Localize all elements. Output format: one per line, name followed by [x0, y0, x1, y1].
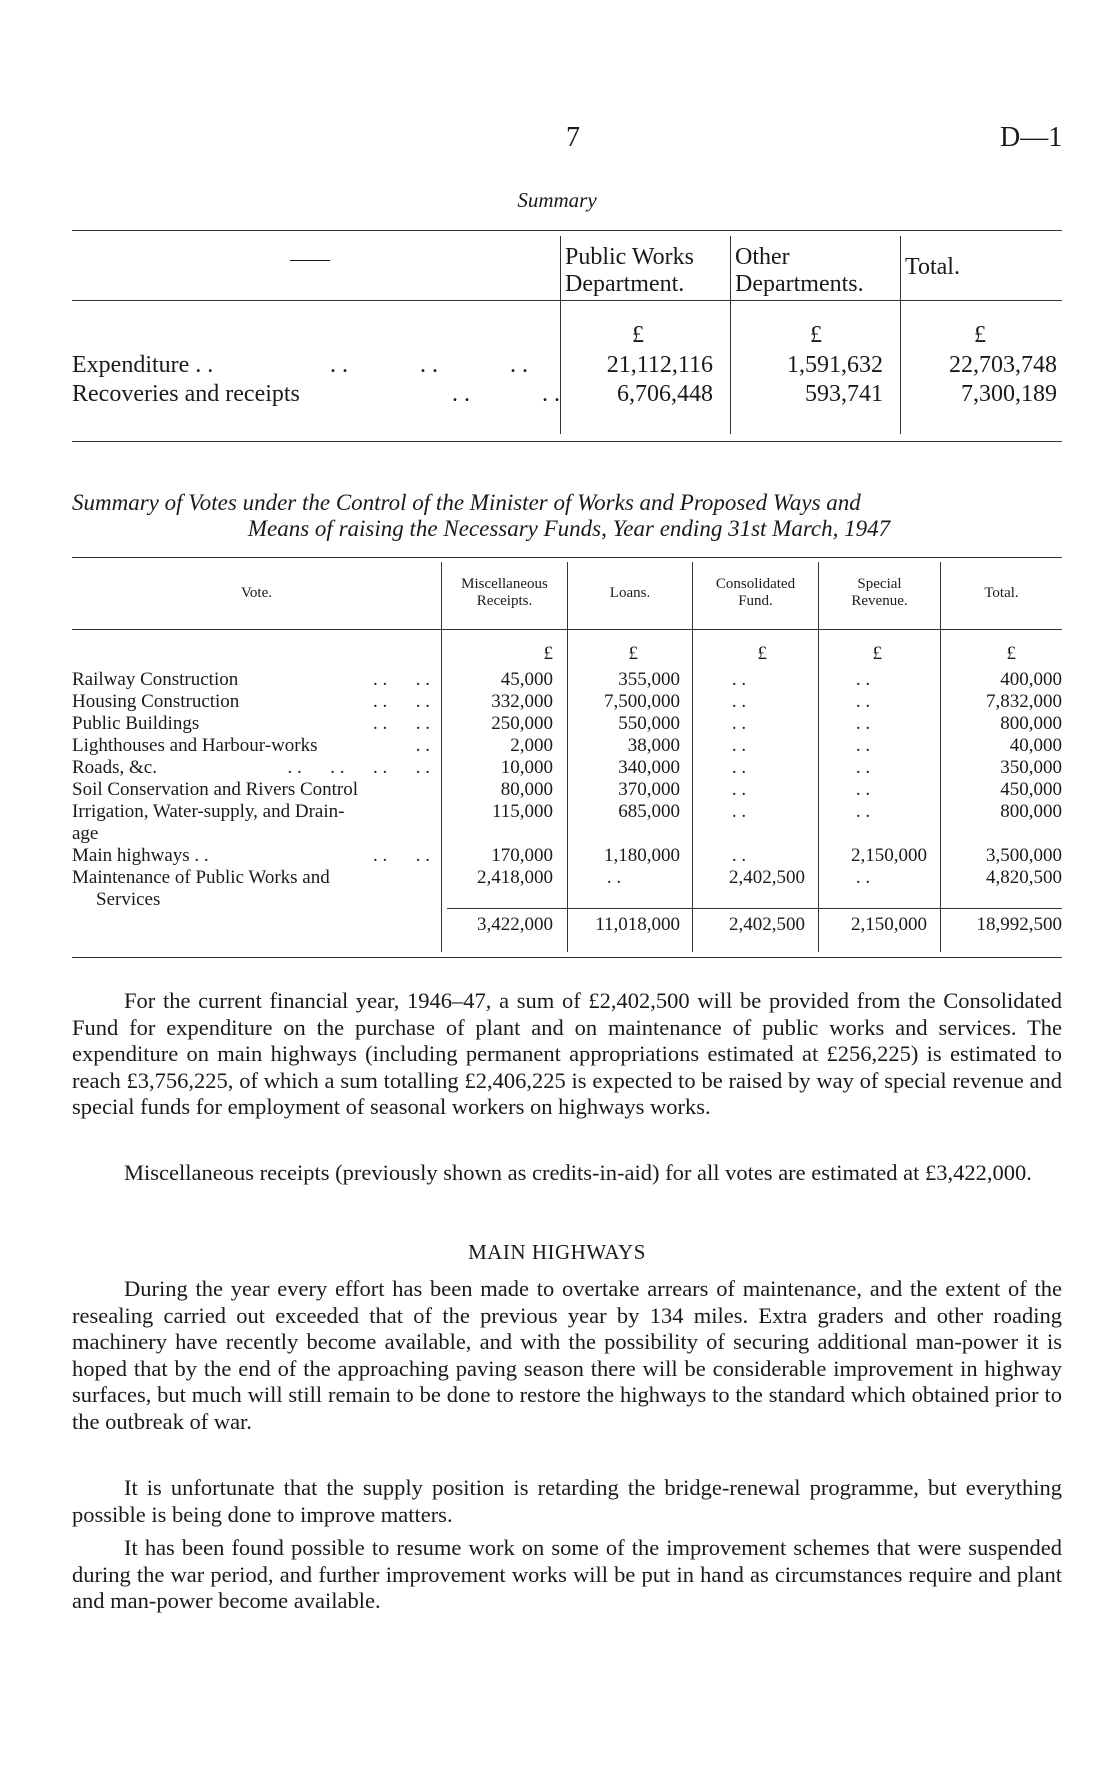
- consolidated-value: 2,402,500: [729, 867, 805, 888]
- currency-symbol: £: [628, 643, 638, 664]
- column-divider: [730, 236, 731, 434]
- special-value: . .: [855, 779, 871, 800]
- header-line: Receipts.: [476, 593, 533, 609]
- header-line: Departments.: [735, 271, 864, 297]
- header-dash: ——: [290, 248, 330, 270]
- vote-label: Irrigation, Water-supply, and Drain-: [72, 801, 345, 822]
- total-loans: 11,018,000: [595, 914, 680, 935]
- vote-label: Roads, &c.: [72, 757, 157, 778]
- header-line: Revenue.: [851, 593, 908, 609]
- consolidated-value: . .: [731, 757, 747, 778]
- currency-symbol: £: [974, 322, 986, 348]
- currency-symbol: £: [810, 322, 822, 348]
- special-value: . .: [855, 735, 871, 756]
- currency-symbol: £: [872, 643, 882, 664]
- header-line: Consolidated: [715, 576, 796, 592]
- summary-title: Summary: [517, 188, 597, 212]
- column-divider: [560, 236, 561, 434]
- leader-dots: . . . .: [373, 713, 430, 734]
- leader-dots: . . . . . .: [330, 352, 528, 378]
- consolidated-value: . .: [731, 669, 747, 690]
- leader-dots: . . . . . . . .: [287, 757, 430, 778]
- vote-label-continued: Services: [96, 889, 161, 910]
- row-label: Recoveries and receipts: [72, 381, 300, 407]
- leader-dots: . . . .: [373, 845, 430, 866]
- consolidated-value: . .: [731, 801, 747, 822]
- vote-label: Housing Construction: [72, 691, 240, 712]
- pwd-value: 6,706,448: [617, 381, 713, 407]
- header-vote: Vote.: [241, 585, 272, 601]
- vote-label: Lighthouses and Harbour-works: [72, 735, 318, 756]
- leader-dots: . . . .: [452, 381, 560, 407]
- votes-table-caption-line1: Summary of Votes under the Control of the Minister of Works and Proposed Ways and: [72, 490, 861, 515]
- misc-value: 115,000: [491, 801, 553, 822]
- loans-value: 370,000: [618, 779, 680, 800]
- document-reference: D—1: [1000, 122, 1063, 153]
- vote-label: Public Buildings: [72, 713, 200, 734]
- special-value: . .: [855, 669, 871, 690]
- total-value: 450,000: [1000, 779, 1062, 800]
- paragraph-improvement-schemes: It has been found possible to resume work on some of the improvement schemes that were suspended during the war period, and further improvement works will be put in hand as circumstances require and plant and man-power become available.: [72, 1535, 1062, 1613]
- total-value: 350,000: [1000, 757, 1062, 778]
- vote-label: Railway Construction: [72, 669, 239, 690]
- section-heading: MAIN HIGHWAYS: [468, 1240, 646, 1264]
- other-value: 1,591,632: [787, 352, 883, 378]
- leader-dots: . .: [415, 735, 430, 756]
- special-value: . .: [855, 801, 871, 822]
- consolidated-value: . .: [731, 845, 747, 866]
- page-number: 7: [566, 122, 580, 153]
- header-loans: Loans.: [609, 585, 651, 601]
- leader-dots: . . . .: [373, 669, 430, 690]
- misc-value: 2,000: [510, 735, 553, 756]
- currency-symbol: £: [1006, 643, 1016, 664]
- paragraph-bridge-renewal: It is unfortunate that the supply position is retarding the bridge-renewal programme, but everything possible is being done to improve matters.: [72, 1475, 1062, 1527]
- loans-value: 7,500,000: [604, 691, 680, 712]
- misc-value: 250,000: [491, 713, 553, 734]
- total-value: 7,300,189: [961, 381, 1057, 407]
- special-value: . .: [855, 757, 871, 778]
- header-line: Department.: [565, 271, 685, 297]
- consolidated-value: . .: [731, 735, 747, 756]
- pwd-value: 21,112,116: [606, 352, 713, 378]
- total-value: 400,000: [1000, 669, 1062, 690]
- loans-value: . .: [606, 867, 622, 888]
- header-special-revenue: [819, 576, 940, 610]
- vote-label: Main highways . .: [72, 845, 209, 866]
- paragraph-misc-receipts: Miscellaneous receipts (previously shown as credits-in-aid) for all votes are estimated at £3,422,000.: [124, 1160, 1032, 1185]
- total-value: 800,000: [1000, 801, 1062, 822]
- loans-value: 550,000: [618, 713, 680, 734]
- currency-symbol: £: [543, 643, 553, 664]
- special-value: . .: [855, 691, 871, 712]
- header-misc-receipts: [442, 576, 567, 610]
- total-value: 4,820,500: [986, 867, 1062, 888]
- total-misc: 3,422,000: [477, 914, 553, 935]
- votes-table-caption-line2: Means of raising the Necessary Funds, Year ending 31st March, 1947: [247, 516, 891, 541]
- header-public-works: [565, 244, 725, 298]
- vote-label: Soil Conservation and Rivers Control: [72, 779, 359, 800]
- currency-symbol: £: [757, 643, 767, 664]
- total-value: 40,000: [1009, 735, 1062, 756]
- other-value: 593,741: [805, 381, 883, 407]
- loans-value: 38,000: [627, 735, 680, 756]
- total-consolidated: 2,402,500: [729, 914, 805, 935]
- misc-value: 332,000: [491, 691, 553, 712]
- rule: [72, 557, 1062, 558]
- header-line: Fund.: [738, 593, 773, 609]
- total-value: 3,500,000: [986, 845, 1062, 866]
- loans-value: 340,000: [618, 757, 680, 778]
- header-line: Miscellaneous: [461, 576, 548, 592]
- consolidated-value: . .: [731, 779, 747, 800]
- leader-dots: . . . .: [373, 691, 430, 712]
- rule: [72, 441, 1062, 442]
- header-other-departments: [735, 244, 895, 298]
- misc-value: 2,418,000: [477, 867, 553, 888]
- total-special: 2,150,000: [851, 914, 927, 935]
- rule: [72, 957, 1062, 958]
- header-total: Total.: [984, 585, 1019, 601]
- header-line: Public Works: [565, 244, 694, 270]
- misc-value: 10,000: [500, 757, 553, 778]
- header-line: Special: [857, 576, 902, 592]
- total-total: 18,992,500: [976, 914, 1062, 935]
- special-value: 2,150,000: [851, 845, 927, 866]
- rule: [447, 908, 1062, 909]
- total-value: 800,000: [1000, 713, 1062, 734]
- header-line: Other: [735, 244, 790, 270]
- misc-value: 170,000: [491, 845, 553, 866]
- paragraph-main-highways: During the year every effort has been made to overtake arrears of maintenance, and the extent of the resealing carried out exceeded that of the previous year by 134 miles. Extra graders and other roading machinery have recently become available, and with the possibility of securing additional man-power it is hoped that by the end of the approaching paving season there will be considerable improvement in highway surfaces, but much will still remain to be done to restore the highways to the standard which obtained prior to the outbreak of war.: [72, 1276, 1062, 1434]
- rule: [72, 300, 1062, 301]
- special-value: . .: [855, 713, 871, 734]
- total-value: 22,703,748: [949, 352, 1057, 378]
- vote-label: Maintenance of Public Works and: [72, 867, 330, 888]
- misc-value: 80,000: [500, 779, 553, 800]
- consolidated-value: . .: [731, 691, 747, 712]
- special-value: . .: [855, 867, 871, 888]
- rule: [72, 230, 1062, 231]
- paragraph-financial-year: For the current financial year, 1946–47, a sum of £2,402,500 will be provided from the Consolidated Fund for expenditure on the purchase of plant and on maintenance of public works and services. The expenditure on main highways (including permanent appropriations estimated at £256,225) is estimated to reach £3,756,225, of which a sum totalling £2,406,225 is expected to be raised by way of special revenue and special funds for employment of seasonal workers on highways works.: [72, 988, 1062, 1119]
- loans-value: 1,180,000: [604, 845, 680, 866]
- loans-value: 355,000: [618, 669, 680, 690]
- header-total: Total.: [905, 254, 960, 280]
- row-label: Expenditure . .: [72, 352, 214, 378]
- consolidated-value: . .: [731, 713, 747, 734]
- vote-label-continued: age: [72, 823, 99, 844]
- header-consolidated-fund: [693, 576, 818, 610]
- loans-value: 685,000: [618, 801, 680, 822]
- column-divider: [900, 236, 901, 434]
- currency-symbol: £: [632, 322, 644, 348]
- total-value: 7,832,000: [986, 691, 1062, 712]
- misc-value: 45,000: [500, 669, 553, 690]
